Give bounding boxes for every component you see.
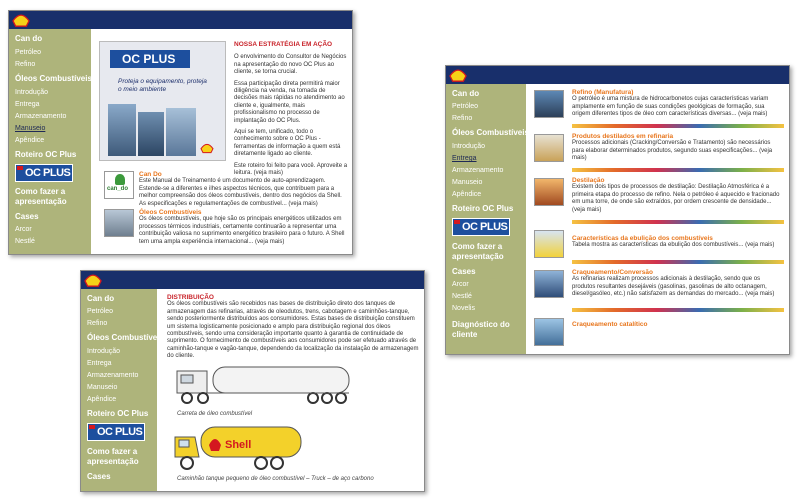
truck-brand: Shell (225, 439, 252, 451)
nav-entrega[interactable]: Entrega (87, 360, 112, 367)
oc-plus-badge-label: OC PLUS (97, 426, 143, 438)
nav-introducao[interactable]: Introdução (87, 348, 121, 355)
divider-strip (572, 168, 784, 172)
item-thumbnail (534, 90, 564, 118)
banner-brand: OC PLUS (122, 52, 176, 66)
list-item[interactable] (532, 316, 787, 355)
nav-manuseio[interactable]: Manuseio (87, 384, 118, 391)
nav-nestle[interactable]: Nestlé (15, 238, 35, 245)
can-do-logo: can_do (107, 186, 129, 192)
header-bar (446, 66, 789, 84)
nav-arcor[interactable]: Arcor (15, 226, 32, 233)
can-do-thumbnail[interactable] (104, 171, 134, 199)
nav-manuseio[interactable]: Manuseio (452, 179, 483, 186)
item-thumbnail (534, 178, 564, 206)
intro-paragraph-1: O envolvimento do Consultor de Negócios na apresentação do novo OC Plus ao cliente, se torna crucial. (234, 54, 347, 76)
item-text: Existem dois tipos de processos de destilação: Destilação Atmosférica é a primeira etapa do processo de refino. Nela o petróleo é aquecido e fracionado em uma torre, de onde são extraídos, por ordem crescente de densidade... (veja mais) (572, 184, 780, 213)
nav-petroleo[interactable]: Petróleo (87, 308, 114, 315)
distribution-text: Os óleos combustíveis são recebidos nas bases de distribuição direto dos tanques de armazenagem das refinarias, através de oleodutos, trens, cabotagem e caminhões-tanque, sendo posteriormente distribuídos aos consumidores. Estas bases de distribuição constituem um sistema logisticamente posicionado e amplo para distribuição regional dos óleos combustíveis, sendo uma consideração importante quanto à garantia de continuidade de suprimento. O fornecimento de combustíveis aos consumidores pode ser efetuado através de caminhão-tanque e vagão-tanque, dependendo da localização da instalação de armazenagem do cliente. (167, 301, 419, 360)
oc-plus-badge[interactable] (87, 423, 145, 441)
header-bar (81, 271, 424, 289)
item-title[interactable]: Destilação (572, 177, 605, 184)
oc-plus-badge-label: OC PLUS (25, 167, 71, 179)
badge-accent (89, 425, 95, 429)
badge-accent (454, 220, 460, 224)
banner-photo-1 (108, 104, 136, 156)
item-title[interactable]: Características da ebulição dos combustíveis (572, 235, 713, 242)
nav-introducao[interactable]: Introdução (15, 89, 49, 96)
badge-accent (17, 166, 23, 170)
can-do-text: Este Manual de Treinamento é um documento de auto-aprendizagem. Estende-se a diferentes e ilhes aspectos técnicos, que contribuem para a melhor compreensão dos óleos combustíveis, dentro dos negócios da Shell. As especificações e regulamentações de combustível... (veja mais) (139, 178, 342, 207)
nav-introducao[interactable]: Introdução (452, 143, 486, 150)
intro-paragraph-2: Essa participação direta permitirá maior diligência na venda, na tomada de decisões mais rápidas no atendimento ao cliente e, igualmente, mais profissionalismo no processo de implantação do OC Plus. (234, 80, 345, 124)
item-title[interactable]: Craqueamento catalítico (572, 321, 648, 328)
item-thumbnail (534, 270, 564, 298)
oc-plus-badge[interactable] (15, 164, 73, 182)
shell-logo-icon (84, 272, 102, 288)
nav-roteiro[interactable]: Roteiro OC Plus (15, 150, 77, 159)
tanker-trailer-illustration (173, 359, 353, 409)
divider-strip (572, 260, 784, 264)
nav-refino[interactable]: Refino (452, 115, 473, 122)
item-text: Tabela mostra as características da ebulição dos combustíveis... (veja mais) (572, 242, 775, 249)
item-text: Processos adicionais (Cracking/Conversão e Tratamento) são necessários para elaborar determinados produtos, segundo suas especificações... (veja mais) (572, 140, 773, 162)
nav-apendice[interactable]: Apêndice (87, 396, 117, 403)
nav-armazenamento[interactable]: Armazenamento (15, 113, 67, 120)
nav-refino[interactable]: Refino (87, 320, 108, 327)
oc-plus-badge-label: OC PLUS (462, 221, 508, 233)
nav-roteiro[interactable]: Roteiro OC Plus (87, 409, 149, 418)
item-list (532, 88, 785, 354)
nav-cases[interactable]: Cases (452, 267, 476, 276)
nav-oleos[interactable]: Óleos Combustíveis (15, 74, 92, 83)
nav-novelis[interactable]: Novelis (452, 305, 475, 312)
can-do-figure-icon (115, 174, 125, 185)
nav-can-do[interactable]: Can do (15, 34, 43, 43)
item-text: As refinarias realizam processos adicionais à destilação, sendo que os produtos resultantes desejáveis (gasolinas, gasolinas de alto octanagem, diesel/gasóleo, etc.) não satisfazem as demandas do mercado... (veja mais) (572, 276, 775, 298)
list-item[interactable] (532, 88, 787, 130)
item-title[interactable]: Produtos destilados em refinaria (572, 133, 674, 140)
list-item[interactable] (532, 228, 787, 266)
page-title: NOSSA ESTRATÉGIA EM AÇÃO (234, 41, 333, 48)
nav-entrega[interactable]: Entrega (15, 101, 40, 108)
nav-arcor[interactable]: Arcor (452, 281, 469, 288)
shell-logo-icon (200, 142, 214, 154)
nav-petroleo[interactable]: Petróleo (452, 103, 479, 110)
nav-nestle[interactable]: Nestlé (452, 293, 472, 300)
shell-logo-icon (449, 67, 467, 83)
item-thumbnail (534, 230, 564, 258)
nav-cases[interactable]: Cases (87, 472, 111, 481)
can-do-title[interactable]: Can Do (139, 171, 162, 178)
screenshot-2 (445, 65, 790, 355)
nav-can-do[interactable]: Can do (87, 294, 115, 303)
screenshot-3 (80, 270, 425, 492)
nav-cases[interactable]: Cases (15, 212, 39, 221)
nav-petroleo[interactable]: Petróleo (15, 49, 42, 56)
nav-armazenamento[interactable]: Armazenamento (87, 372, 139, 379)
nav-roteiro[interactable]: Roteiro OC Plus (452, 204, 514, 213)
trailer-caption: Carreta de óleo combustível (177, 411, 253, 417)
nav-manuseio[interactable]: Manuseio (15, 125, 46, 132)
shell-logo-icon (12, 12, 30, 28)
item-title[interactable]: Refino (Manufatura) (572, 89, 634, 96)
nav-refino[interactable]: Refino (15, 61, 36, 68)
oleos-text: Os óleos combustíveis, que hoje são os principais energéticos utilizados em processos térmicos industriais, certamente continuarão a representar uma contribuição valiosa no suprimento energético brasileiro para o futuro. A Shell tem uma ampla experiência internacional... (veja mais) (139, 216, 345, 245)
sidebar (446, 84, 529, 354)
nav-entrega[interactable]: Entrega (452, 155, 477, 162)
divider-strip (572, 308, 784, 312)
intro-paragraph-3: Aqui se tem, unificado, todo o conhecimento sobre o OC Plus - ferramentas de informação a quem está diretamente ligado ao cliente. (234, 129, 341, 158)
banner-photo-3 (166, 108, 196, 156)
nav-oleos[interactable]: Óleos Combustíveis (87, 333, 164, 342)
nav-como-fazer[interactable]: Como fazer a apresentação (15, 187, 67, 206)
sidebar (81, 289, 164, 491)
banner-photo-2 (138, 112, 164, 156)
intro-paragraph-4[interactable]: Este roteiro foi feito para você. Aproveite a leitura. (veja mais) (234, 162, 348, 177)
item-title[interactable]: Craqueamento/Conversão (572, 269, 653, 276)
header-bar (9, 11, 352, 29)
nav-apendice[interactable]: Apêndice (15, 137, 45, 144)
item-text: O petróleo é uma mistura de hidrocarbonetos cujas características variam amplamente em função de suas condições geológicas de formação, sua origem diferentes tipos de óleo com características diversas... (veja mais) (572, 96, 769, 118)
nav-oleos[interactable]: Óleos Combustíveis (452, 128, 529, 137)
divider-strip (572, 220, 784, 224)
divider-strip (572, 124, 784, 128)
nav-can-do[interactable]: Can do (452, 89, 480, 98)
list-item[interactable] (532, 132, 787, 174)
nav-armazenamento[interactable]: Armazenamento (452, 167, 504, 174)
banner-tagline: Proteja o equipamento, proteja o meio ambiente (118, 78, 207, 93)
oleos-title[interactable]: Óleos Combustíveis (139, 209, 202, 216)
nav-apendice[interactable]: Apêndice (452, 191, 482, 198)
oc-plus-badge[interactable] (452, 218, 510, 236)
item-thumbnail (534, 134, 564, 162)
list-item[interactable] (532, 268, 787, 314)
oleos-thumbnail[interactable] (104, 209, 134, 237)
sidebar (9, 29, 91, 254)
screenshot-1 (8, 10, 353, 255)
oc-plus-banner (99, 41, 226, 161)
nav-como-fazer[interactable]: Como fazer a apresentação (87, 447, 139, 466)
truck-caption: Caminhão tanque pequeno de óleo combustível – Truck – de aço carbono (177, 476, 374, 482)
nav-diagnostico[interactable]: Diagnóstico do cliente (452, 320, 510, 339)
nav-como-fazer[interactable]: Como fazer a apresentação (452, 242, 504, 261)
item-thumbnail (534, 318, 564, 346)
page-title: DISTRIBUIÇÃO (167, 294, 214, 301)
list-item[interactable] (532, 176, 787, 226)
